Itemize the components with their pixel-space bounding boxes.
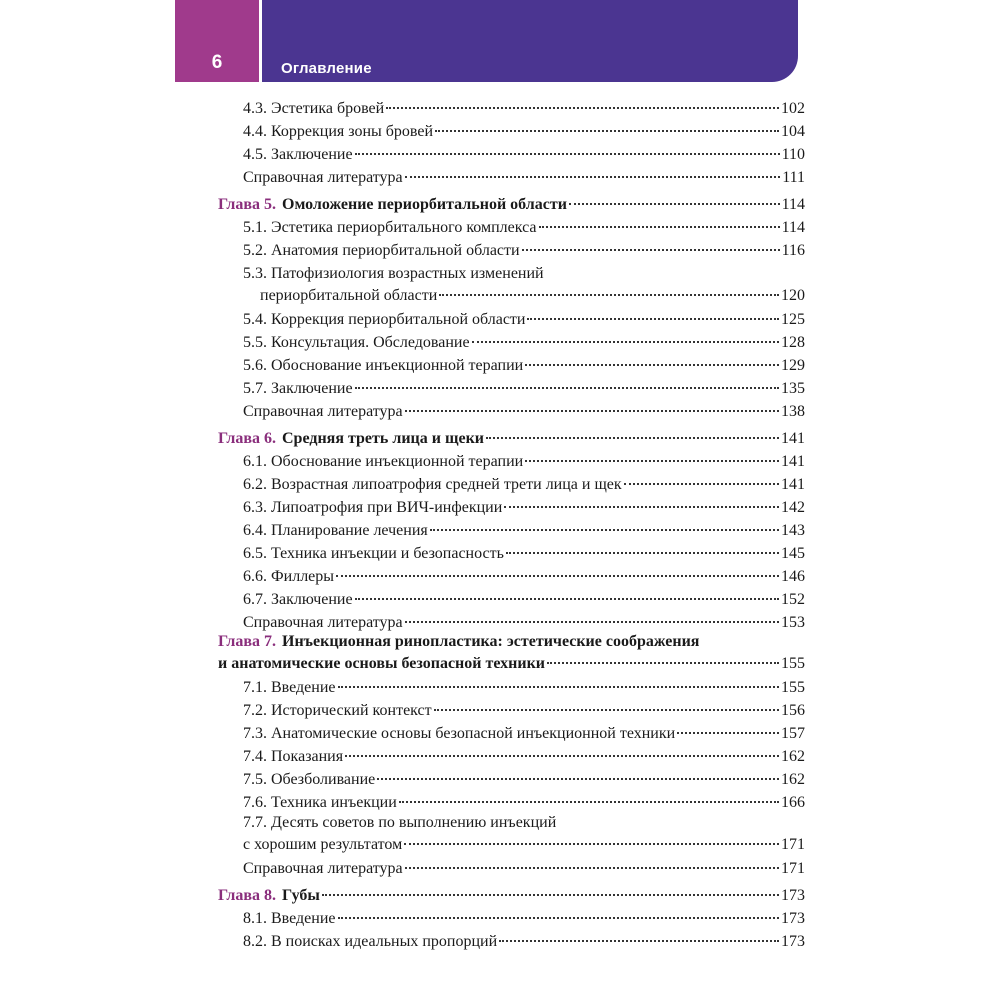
- dot-leader: [677, 732, 779, 734]
- dot-leader: [499, 940, 779, 942]
- toc-entry[interactable]: [243, 474, 805, 496]
- page-ref-number: 155: [781, 655, 805, 672]
- page-ref-number: 114: [781, 196, 805, 213]
- toc-entry[interactable]: [243, 378, 805, 400]
- toc-title-text: 5.2. Анатомия периорбитальной области: [243, 242, 520, 259]
- dot-leader: [336, 575, 779, 577]
- toc-title-text: 5.6. Обоснование инъекционной терапии: [243, 357, 524, 374]
- toc-entry[interactable]: [243, 834, 805, 856]
- toc-title-text: Инъекционная ринопластика: эстетические соображения: [282, 633, 700, 650]
- dot-leader: [322, 894, 779, 896]
- toc-title-text: 5.1. Эстетика периорбитального комплекса: [243, 219, 537, 236]
- toc-entry[interactable]: [243, 746, 805, 768]
- page-ref-number: 152: [781, 591, 805, 608]
- toc-title-text: 7.6. Техника инъекции: [243, 794, 397, 811]
- page-ref-number: 104: [781, 123, 805, 140]
- page-ref-number: 116: [781, 242, 805, 259]
- page-ref-number: 138: [781, 403, 805, 420]
- dot-leader: [525, 460, 779, 462]
- dot-leader: [355, 598, 779, 600]
- dot-leader: [405, 621, 779, 623]
- page-ref-number: 162: [781, 748, 805, 765]
- toc-entry[interactable]: [243, 769, 805, 791]
- toc-title-text: периорбитальной области: [260, 287, 438, 304]
- toc-title-text: 8.2. В поисках идеальных пропорций: [243, 933, 498, 950]
- dot-leader: [539, 226, 780, 228]
- toc-title-text: 5.3. Патофизиология возрастных изменений: [243, 265, 544, 282]
- page-ref-number: 120: [781, 287, 805, 304]
- toc-title-text: Справочная литература: [243, 614, 403, 631]
- dot-leader: [355, 153, 780, 155]
- page-ref-number: 128: [781, 334, 805, 351]
- chapter-label: Глава 7.: [218, 633, 276, 650]
- toc-entry[interactable]: [243, 543, 805, 565]
- toc-entry[interactable]: [243, 520, 805, 542]
- dot-leader: [527, 318, 779, 320]
- page-ref-number: 141: [781, 453, 805, 470]
- toc-title-text: Справочная литература: [243, 860, 403, 877]
- toc-entry[interactable]: [243, 401, 805, 423]
- dot-leader: [439, 294, 779, 296]
- page-ref-number: 143: [781, 522, 805, 539]
- chapter-label: Глава 8.: [218, 887, 276, 904]
- toc-entry[interactable]: [243, 589, 805, 611]
- toc-chapter-entry[interactable]: [218, 885, 805, 907]
- toc-entry-title-line1: [243, 263, 544, 285]
- dot-leader: [399, 801, 779, 803]
- toc-title-text: 7.4. Показания: [243, 748, 344, 765]
- section-title: Оглавление: [281, 60, 372, 77]
- toc-entry[interactable]: [243, 677, 805, 699]
- toc-entry[interactable]: [243, 931, 805, 953]
- page-ref-number: 129: [781, 357, 805, 374]
- page-ref-number: 157: [781, 725, 805, 742]
- dot-leader: [504, 506, 779, 508]
- page-ref-number: 155: [781, 679, 805, 696]
- toc-title-text: 4.4. Коррекция зоны бровей: [243, 123, 434, 140]
- dot-leader: [506, 552, 779, 554]
- page-ref-number: 156: [781, 702, 805, 719]
- dot-leader: [355, 387, 779, 389]
- page-ref-number: 162: [781, 771, 805, 788]
- toc-entry[interactable]: [243, 700, 805, 722]
- page-ref-number: 173: [781, 933, 805, 950]
- page-ref-number: 110: [781, 146, 805, 163]
- toc-entry[interactable]: [243, 121, 805, 143]
- toc-title-text: 6.1. Обоснование инъекционной терапии: [243, 453, 524, 470]
- toc-entry[interactable]: [243, 723, 805, 745]
- toc-title-text: 7.7. Десять советов по выполнению инъекций: [243, 814, 557, 831]
- toc-entry[interactable]: [243, 309, 805, 331]
- toc-title-text: 8.1. Введение: [243, 910, 336, 927]
- page-ref-number: 153: [781, 614, 805, 631]
- page-ref-number: 125: [781, 311, 805, 328]
- toc-title-text: 7.5. Обезболивание: [243, 771, 376, 788]
- chapter-label: Глава 6.: [218, 430, 276, 447]
- page-ref-number: 142: [781, 499, 805, 516]
- toc-entry[interactable]: [243, 497, 805, 519]
- dot-leader: [522, 249, 780, 251]
- toc-entry[interactable]: [243, 332, 805, 354]
- toc-entry[interactable]: [243, 908, 805, 930]
- page-ref-number: 171: [781, 860, 805, 877]
- dot-leader: [338, 686, 780, 688]
- page-header: [0, 0, 1000, 82]
- toc-title-text: 5.4. Коррекция периорбитальной области: [243, 311, 526, 328]
- dot-leader: [430, 529, 779, 531]
- toc-entry[interactable]: [243, 566, 805, 588]
- toc-title-text: 7.2. Исторический контекст: [243, 702, 432, 719]
- page-ref-number: 135: [781, 380, 805, 397]
- dot-leader: [434, 709, 779, 711]
- dot-leader: [547, 662, 779, 664]
- toc-title-text: 5.7. Заключение: [243, 380, 353, 397]
- toc-title-text: Губы: [282, 887, 320, 904]
- dot-leader: [386, 107, 779, 109]
- page-ref-number: 111: [782, 169, 805, 186]
- page-ref-number: 145: [781, 545, 805, 562]
- toc-entry[interactable]: [243, 217, 805, 239]
- toc-entry[interactable]: [243, 355, 805, 377]
- toc-title-text: 6.4. Планирование лечения: [243, 522, 428, 539]
- dot-leader: [338, 917, 780, 919]
- dot-leader: [405, 176, 781, 178]
- dot-leader: [435, 130, 779, 132]
- page-ref-number: 141: [781, 430, 805, 447]
- toc-title-text: 6.3. Липоатрофия при ВИЧ-инфекции: [243, 499, 503, 516]
- toc-title-text: Справочная литература: [243, 169, 403, 186]
- dot-leader: [345, 755, 779, 757]
- toc-title-text: 4.3. Эстетика бровей: [243, 100, 385, 117]
- toc-title-text: 5.5. Консультация. Обследование: [243, 334, 470, 351]
- toc-entry[interactable]: [260, 285, 805, 307]
- toc-entry-title-line1: [243, 812, 556, 834]
- dot-leader: [472, 341, 779, 343]
- toc-title-text: 7.3. Анатомические основы безопасной инъекционной техники: [243, 725, 676, 742]
- toc-title-text: 7.1. Введение: [243, 679, 336, 696]
- chapter-label: Глава 5.: [218, 196, 276, 213]
- dot-leader: [405, 410, 779, 412]
- toc-entry-title-line1: [218, 631, 699, 653]
- toc-title-text: 6.2. Возрастная липоатрофия средней трети лица и щек: [243, 476, 622, 493]
- toc-title-text: Справочная литература: [243, 403, 403, 420]
- page-ref-number: 173: [781, 910, 805, 927]
- toc-chapter-entry[interactable]: [218, 428, 805, 450]
- page-ref-number: 146: [781, 568, 805, 585]
- toc-title-text: 4.5. Заключение: [243, 146, 353, 163]
- toc-title-text: Омоложение периорбитальной области: [282, 196, 567, 213]
- toc-title-text: и анатомические основы безопасной техники: [218, 655, 545, 672]
- toc-title-text: Средняя треть лица и щеки: [282, 430, 485, 447]
- toc-title-text: 6.5. Техника инъекции и безопасность: [243, 545, 504, 562]
- dot-leader: [569, 203, 780, 205]
- toc-entry[interactable]: [243, 451, 805, 473]
- page-ref-number: 114: [781, 219, 805, 236]
- page-ref-number: 166: [781, 794, 805, 811]
- dot-leader: [405, 867, 779, 869]
- toc-title-text: 6.7. Заключение: [243, 591, 353, 608]
- page-ref-number: 173: [781, 887, 805, 904]
- toc-title-text: 6.6. Филлеры: [243, 568, 335, 585]
- toc-chapter-entry[interactable]: [218, 194, 805, 216]
- page-ref-number: 141: [781, 476, 805, 493]
- toc-chapter-entry[interactable]: [218, 653, 805, 675]
- toc-title-text: с хорошим результатом: [243, 836, 403, 853]
- toc-entry[interactable]: [243, 240, 805, 262]
- toc-entry[interactable]: [243, 144, 805, 166]
- dot-leader: [624, 483, 779, 485]
- page-ref-number: 171: [781, 836, 805, 853]
- toc-entry[interactable]: [243, 98, 805, 120]
- dot-leader: [486, 437, 779, 439]
- toc-entry[interactable]: [243, 167, 805, 189]
- dot-leader: [404, 843, 779, 845]
- toc-entry[interactable]: [243, 792, 805, 814]
- dot-leader: [525, 364, 779, 366]
- toc-entry[interactable]: [243, 858, 805, 880]
- page-ref-number: 102: [781, 100, 805, 117]
- page-number: 6: [211, 52, 223, 73]
- dot-leader: [377, 778, 779, 780]
